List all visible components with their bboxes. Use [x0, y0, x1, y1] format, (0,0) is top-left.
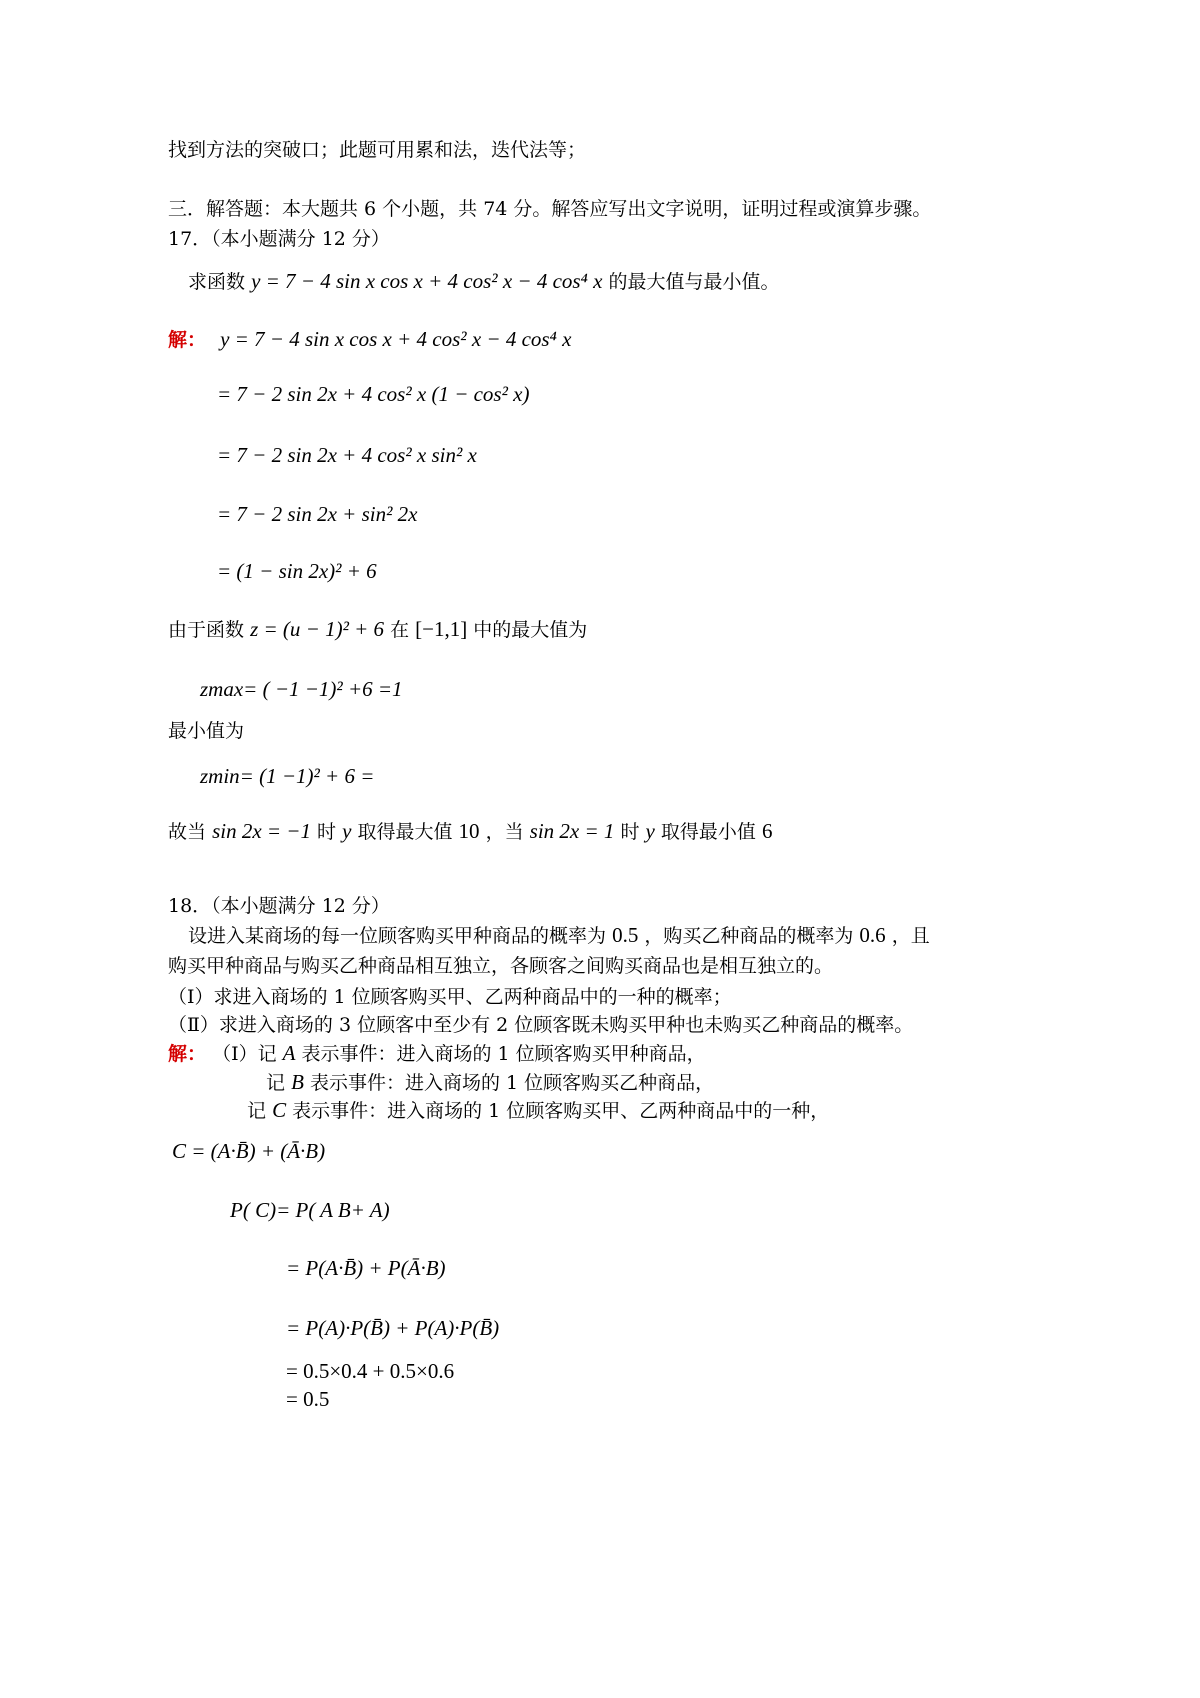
- formula-step: = 0.5×0.4 + 0.5×0.6: [286, 1359, 455, 1383]
- text: 表示事件：进入商场的 1 位顾客购买乙种商品，: [309, 1072, 715, 1094]
- text: （Ⅰ）记: [212, 1043, 277, 1065]
- text: 表示事件：进入商场的 1 位顾客购买甲、乙两种商品中的一种，: [292, 1100, 830, 1122]
- question-18-part-1: （Ⅰ）求进入商场的 1 位顾客购买甲、乙两种商品中的一种的概率；: [168, 986, 732, 1008]
- formula-step: = 7 − 2 sin 2x + 4 cos² x sin² x: [217, 443, 477, 467]
- formula: A: [282, 1041, 296, 1065]
- question-18-part-2: （Ⅱ）求进入商场的 3 位顾客中至少有 2 位顾客既未购买甲种也未购买乙种商品的概率。: [168, 1014, 914, 1036]
- formula-step: = 7 − 2 sin 2x + sin² 2x: [217, 502, 418, 526]
- text: 取得最大值: [357, 821, 453, 843]
- formula-step: = P(A)·P(B̄) + P(A)·P(B̄): [286, 1316, 500, 1340]
- interval: [−1,1]: [415, 617, 468, 641]
- formula-event-c: C = (A·B̄) + (Ā·B): [172, 1139, 326, 1163]
- question-18-statement: [188, 922, 930, 949]
- formula: 0.5: [612, 923, 639, 947]
- text: 故当: [168, 821, 207, 843]
- formula-step: = 7 − 2 sin 2x + 4 cos² x (1 − cos² x): [217, 382, 530, 406]
- formula-step: = (1 − sin 2x)² + 6: [217, 559, 377, 583]
- text: 求函数: [188, 271, 246, 293]
- text: 记: [266, 1072, 286, 1094]
- text: 时: [317, 821, 337, 843]
- question-17-statement: [188, 268, 780, 295]
- formula-step: P( C)= P( A B+ A): [230, 1198, 390, 1222]
- formula-min: zmin= (1 −1)² + 6 =: [200, 764, 375, 788]
- section-heading: 三．解答题：本大题共 6 个小题，共 74 分。解答应写出文字说明，证明过程或演算步骤。: [168, 198, 932, 220]
- text: 中的最大值为: [473, 619, 588, 641]
- question-18-title: 18．（本小题满分 12 分）: [168, 895, 390, 917]
- text: 由于函数: [168, 619, 245, 641]
- formula: 10: [458, 819, 480, 843]
- formula-max: zmax= ( −1 −1)² +6 =1: [200, 677, 403, 701]
- formula-step: = 0.5: [286, 1387, 330, 1411]
- text-line: [266, 1069, 714, 1096]
- text: ，且: [891, 925, 930, 947]
- formula: z = (u − 1)² + 6: [250, 617, 385, 641]
- text: 的最大值与最小值。: [608, 271, 780, 293]
- formula-step: = P(A·B̄) + P(Ā·B): [286, 1256, 446, 1280]
- text-line: 购买甲种商品与购买乙种商品相互独立，各顾客之间购买商品也是相互独立的。: [168, 955, 834, 977]
- formula: B: [291, 1070, 304, 1094]
- formula: y = 7 − 4 sin x cos x + 4 cos² x − 4 cos⁴ x: [251, 269, 603, 293]
- text: 在: [390, 619, 410, 641]
- formula: sin 2x = −1: [212, 819, 311, 843]
- text: 设进入某商场的每一位顾客购买甲种商品的概率为: [188, 925, 607, 947]
- formula: C: [272, 1098, 287, 1122]
- text-line: 找到方法的突破口；此题可用累和法，迭代法等；: [168, 139, 587, 161]
- formula: y: [645, 819, 655, 843]
- text: ，当: [485, 821, 524, 843]
- text: 记: [247, 1100, 267, 1122]
- question-17-title: 17．（本小题满分 12 分）: [168, 228, 390, 250]
- formula: 0.6: [859, 923, 886, 947]
- conclusion-line: [168, 818, 772, 845]
- text-line: [247, 1097, 829, 1124]
- formula: y: [342, 819, 352, 843]
- formula: sin 2x = 1: [529, 819, 615, 843]
- text-line: [168, 616, 587, 643]
- solution-label: 解：: [168, 329, 207, 351]
- text: ，购买乙种商品的概率为: [644, 925, 854, 947]
- formula: y = 7 − 4 sin x cos x + 4 cos² x − 4 cos⁴ x: [220, 327, 572, 351]
- text: 时: [620, 821, 640, 843]
- solution-line: [168, 1040, 706, 1067]
- solution-label: 解：: [168, 1043, 207, 1065]
- formula: 6: [761, 819, 773, 843]
- text: 取得最小值: [660, 821, 756, 843]
- text: 表示事件：进入商场的 1 位顾客购买甲种商品，: [301, 1043, 706, 1065]
- solution-line: [168, 326, 571, 353]
- text-line: 最小值为: [168, 720, 245, 742]
